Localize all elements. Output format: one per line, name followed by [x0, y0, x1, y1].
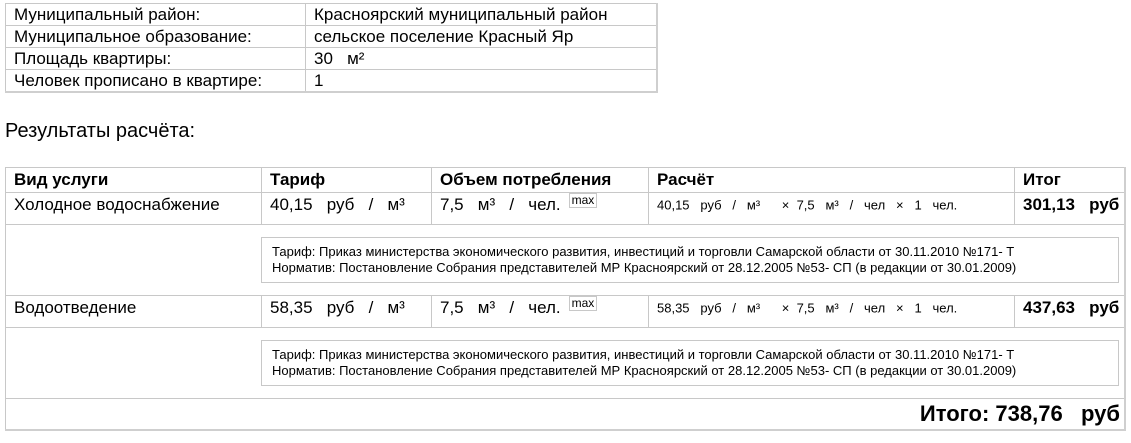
results-title: Результаты расчёта:: [5, 120, 196, 142]
service-tariff: [262, 296, 432, 328]
note-tariff: Тариф: Приказ министерства экономического развития, инвестиций и торговли Самарской области от 30.11.2010 №171- Т: [272, 244, 1015, 259]
info-row-area: [6, 48, 658, 70]
note-tariff: Тариф: Приказ министерства экономического развития, инвестиций и торговли Самарской области от 30.11.2010 №171- Т: [272, 347, 1015, 362]
service-note: [261, 237, 1119, 283]
header-total: Итог: [1015, 168, 1126, 193]
service-note-cell: [6, 225, 1126, 296]
service-row: [6, 193, 1126, 225]
results-table: [5, 167, 1126, 431]
service-total: [1015, 193, 1126, 225]
header-service: Вид услуги: [6, 168, 262, 193]
header-tariff: Тариф: [262, 168, 432, 193]
max-norm-button[interactable]: max: [569, 193, 598, 208]
info-row-municipality: [6, 26, 658, 48]
volume-value: 7,5 м³ / чел.: [440, 195, 561, 214]
info-label: Муниципальное образование:: [6, 26, 306, 48]
header-calc: Расчёт: [649, 168, 1015, 193]
info-row-district: [6, 4, 658, 26]
info-label: Муниципальный район:: [6, 4, 306, 26]
service-row: [6, 296, 1126, 328]
service-note-row: [6, 328, 1126, 399]
info-row-residents: [6, 70, 658, 93]
tariff-value: 58,35 руб / м³: [270, 298, 405, 317]
info-value: 30 м²: [306, 48, 658, 70]
calc-formula: 58,35 руб / м³ × 7,5 м³ / чел × 1 чел.: [657, 300, 958, 316]
service-tariff: [262, 193, 432, 225]
results-header-row: [6, 168, 1126, 193]
service-name: Водоотведение: [6, 296, 262, 328]
tariff-value: 40,15 руб / м³: [270, 195, 405, 214]
grand-total-row: [6, 399, 1126, 431]
service-note: [261, 340, 1119, 386]
service-total: [1015, 296, 1126, 328]
service-calc: [649, 193, 1015, 225]
note-norm: Норматив: Постановление Собрания представителей МР Красноярский от 28.12.2005 №53- СП (в редакции от 30.01.2009): [272, 260, 1017, 275]
calc-formula: 40,15 руб / м³ × 7,5 м³ / чел × 1 чел.: [657, 197, 958, 213]
grand-total-value: Итого: 738,76 руб: [919, 401, 1120, 426]
header-volume: Объем потребления: [432, 168, 649, 193]
service-note-cell: [6, 328, 1126, 399]
info-label: Человек прописано в квартире:: [6, 70, 306, 93]
info-value: 1: [306, 70, 658, 93]
total-value: 301,13 руб: [1023, 195, 1120, 214]
service-note-row: [6, 225, 1126, 296]
volume-value: 7,5 м³ / чел.: [440, 298, 561, 317]
service-calc: [649, 296, 1015, 328]
info-label: Площадь квартиры:: [6, 48, 306, 70]
service-volume: [432, 193, 649, 225]
note-norm: Норматив: Постановление Собрания представителей МР Красноярский от 28.12.2005 №53- СП (в редакции от 30.01.2009): [272, 363, 1017, 378]
total-value: 437,63 руб: [1023, 298, 1120, 317]
service-name: Холодное водоснабжение: [6, 193, 262, 225]
info-value: Красноярский муниципальный район: [306, 4, 658, 26]
max-norm-button[interactable]: max: [569, 296, 598, 311]
service-volume: [432, 296, 649, 328]
grand-total: [6, 399, 1126, 431]
info-value: сельское поселение Красный Яр: [306, 26, 658, 48]
info-table: [5, 3, 658, 93]
